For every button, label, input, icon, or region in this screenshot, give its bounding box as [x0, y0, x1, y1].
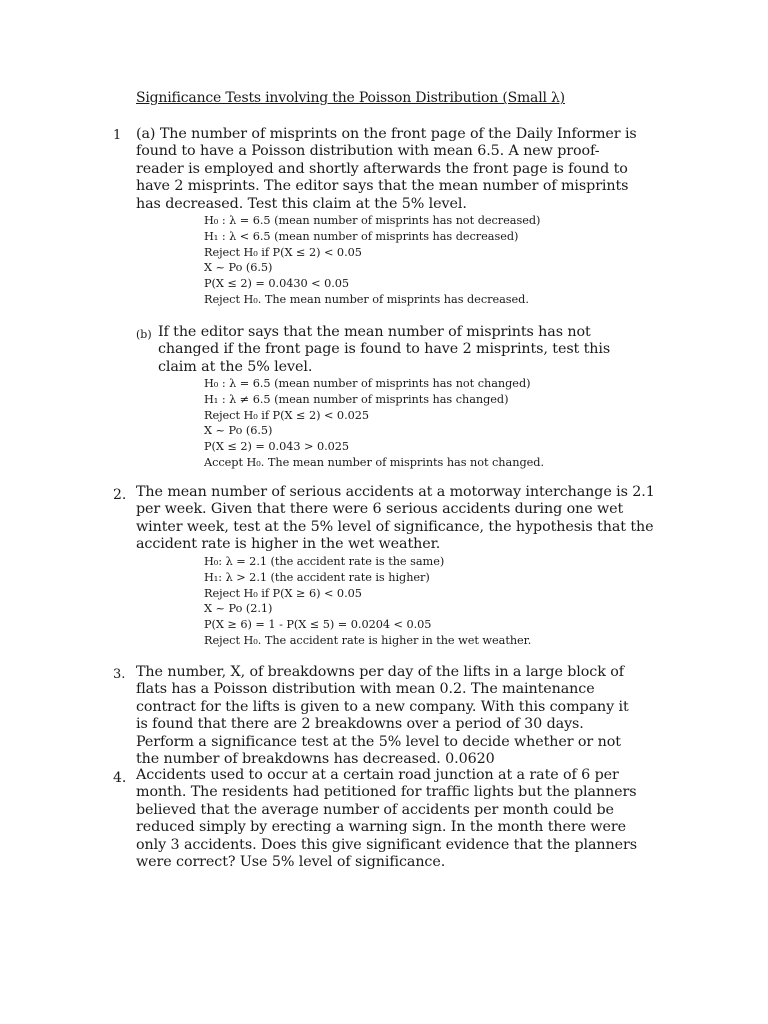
- working-line: H₀ : λ = 6.5 (mean number of misprints has not changed): [204, 377, 531, 390]
- working-line: P(X ≥ 6) = 1 - P(X ≤ 5) = 0.0204 < 0.05: [204, 618, 432, 632]
- question-2-line: winter week, test at the 5% level of significance, the hypothesis that the: [136, 518, 654, 535]
- question-3-line: flats has a Poisson distribution with mean 0.2. The maintenance: [136, 681, 595, 698]
- question-2-line: accident rate is higher in the wet weather.: [136, 536, 441, 553]
- working-line: P(X ≤ 2) = 0.043 > 0.025: [204, 440, 350, 454]
- question-4-text: [136, 767, 656, 871]
- question-1b-working: [204, 376, 544, 471]
- question-2-line: per week. Given that there were 6 serious accidents during one wet: [136, 501, 624, 518]
- question-4-line: only 3 accidents. Does this give significant evidence that the planners: [136, 836, 637, 853]
- working-line: H₀: λ = 2.1 (the accident rate is the same): [204, 555, 445, 568]
- page-title: Significance Tests involving the Poisson Distribution (Small λ): [136, 90, 565, 106]
- question-1-number: 1: [113, 128, 122, 143]
- question-4-line: believed that the average number of accidents per month could be: [136, 801, 614, 818]
- question-1a-line: has decreased. Test this claim at the 5% level.: [136, 195, 467, 212]
- working-line: H₁ : λ ≠ 6.5 (mean number of misprints has changed): [204, 392, 509, 406]
- question-3-text: [136, 664, 656, 768]
- question-3-number: 3.: [113, 667, 126, 682]
- question-2-text: [136, 484, 678, 554]
- question-4-line: reduced simply by erecting a warning sign. In the month there were: [136, 819, 626, 836]
- question-3-line: is found that there are 2 breakdowns over a period of 30 days.: [136, 716, 584, 733]
- question-1a-working: [204, 213, 540, 308]
- question-4-line: Accidents used to occur at a certain road junction at a rate of 6 per: [136, 767, 619, 783]
- question-3-line: the number of breakdowns has decreased. 0.0620: [136, 751, 495, 768]
- question-2-working: [204, 554, 531, 649]
- question-2-line: The mean number of serious accidents at a motorway interchange is 2.1: [136, 484, 655, 500]
- question-1b-label: (b): [136, 328, 152, 341]
- working-line: H₀ : λ = 6.5 (mean number of misprints has not decreased): [204, 214, 541, 227]
- working-line: H₁ : λ < 6.5 (mean number of misprints has decreased): [204, 229, 519, 243]
- question-1b-line: claim at the 5% level.: [158, 358, 313, 375]
- working-line: Reject H₀ if P(X ≥ 6) < 0.05: [204, 586, 362, 600]
- working-line: P(X ≤ 2) = 0.0430 < 0.05: [204, 277, 350, 291]
- question-4-line: were correct? Use 5% level of significance.: [136, 854, 446, 871]
- working-line: H₁: λ > 2.1 (the accident rate is higher): [204, 570, 430, 584]
- question-1a-line: (a) The number of misprints on the front page of the Daily Informer is: [136, 126, 637, 142]
- question-2-number: 2.: [113, 487, 127, 503]
- working-line: Accept H₀. The mean number of misprints has not changed.: [204, 455, 544, 469]
- working-line: X ~ Po (2.1): [204, 602, 273, 616]
- question-1a-line: have 2 misprints. The editor says that the mean number of misprints: [136, 178, 629, 195]
- question-3-line: The number, X, of breakdowns per day of the lifts in a large block of: [136, 664, 624, 680]
- question-1b-text: [158, 324, 656, 376]
- question-1b-line: If the editor says that the mean number of misprints has not: [158, 324, 591, 340]
- working-line: Reject H₀. The mean number of misprints has decreased.: [204, 292, 529, 306]
- working-line: X ~ Po (6.5): [204, 261, 273, 275]
- question-1a-line: reader is employed and shortly afterwards the front page is found to: [136, 160, 628, 177]
- working-line: Reject H₀. The accident rate is higher in the wet weather.: [204, 633, 532, 647]
- question-4-line: month. The residents had petitioned for traffic lights but the planners: [136, 784, 637, 801]
- question-1a-text: [136, 126, 656, 213]
- working-line: Reject H₀ if P(X ≤ 2) < 0.025: [204, 408, 370, 422]
- question-1a-line: found to have a Poisson distribution with mean 6.5. A new proof-: [136, 143, 600, 160]
- question-3-line: Perform a significance test at the 5% level to decide whether or not: [136, 733, 621, 750]
- working-line: X ~ Po (6.5): [204, 424, 273, 438]
- working-line: Reject H₀ if P(X ≤ 2) < 0.05: [204, 245, 362, 259]
- question-3-line: contract for the lifts is given to a new company. With this company it: [136, 698, 629, 715]
- question-1b-line: changed if the front page is found to have 2 misprints, test this: [158, 341, 611, 358]
- question-4-number: 4.: [113, 770, 127, 786]
